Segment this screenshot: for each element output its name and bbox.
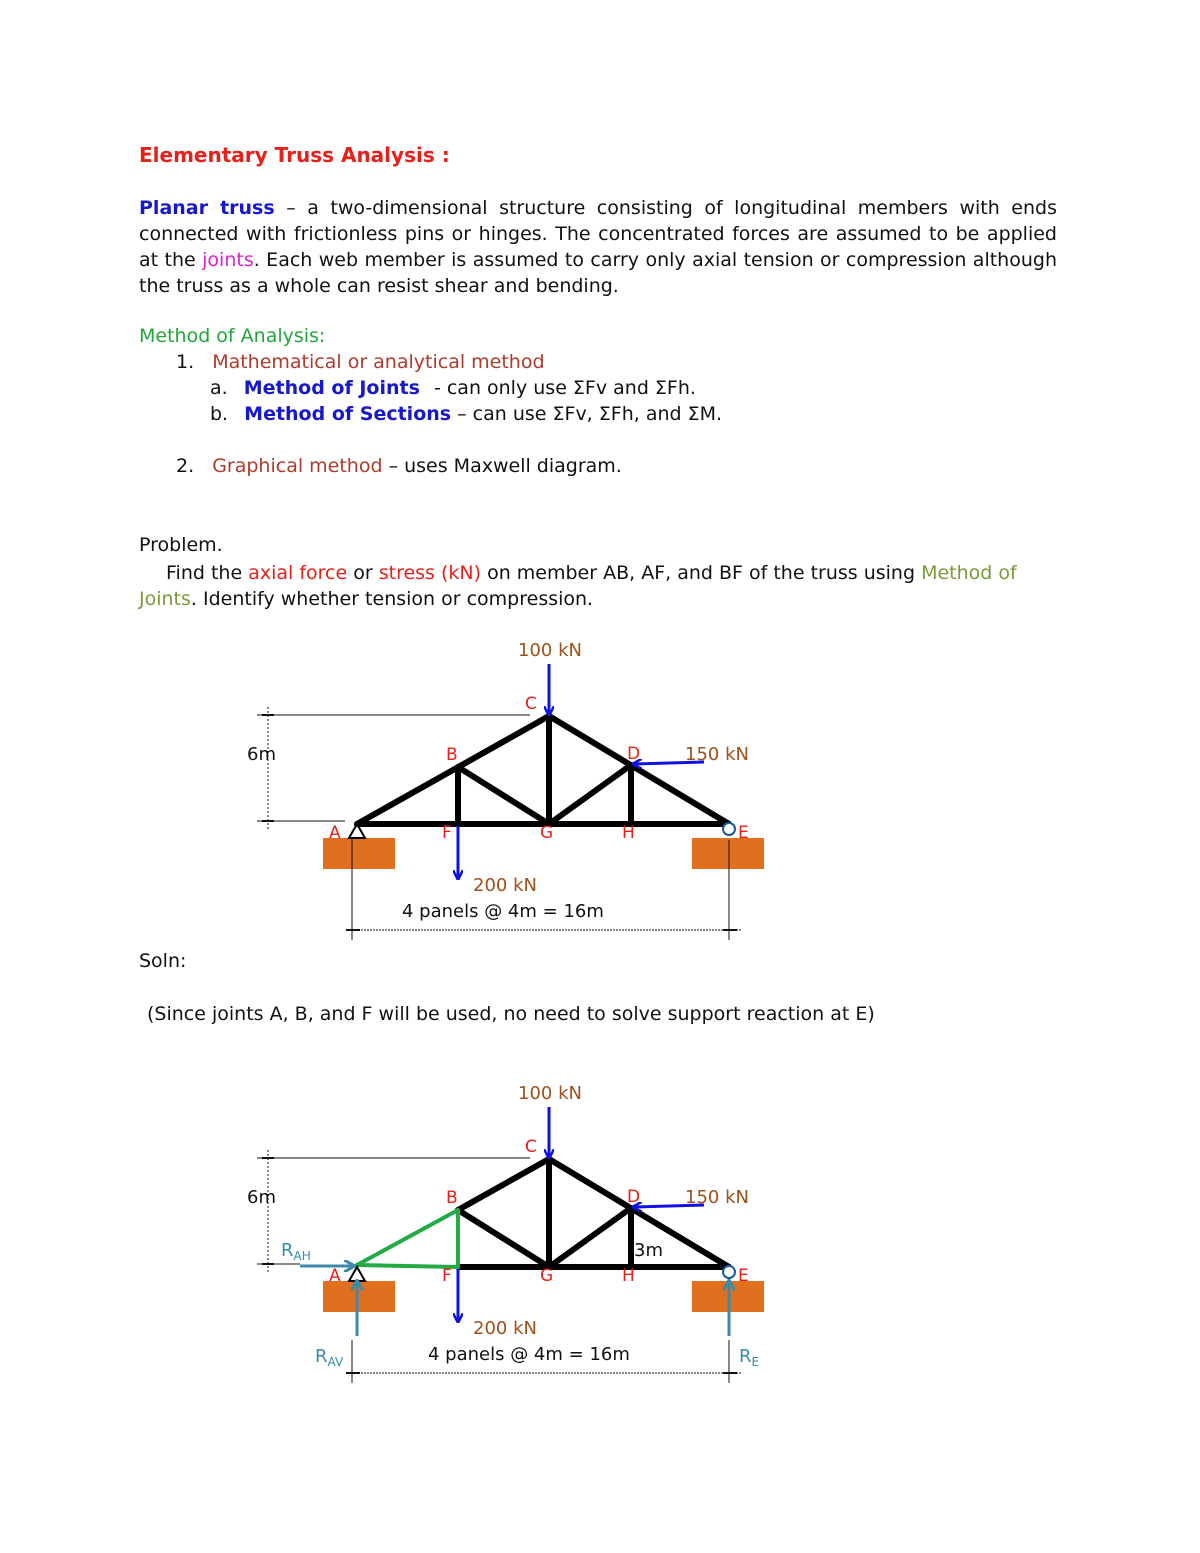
text: Find the xyxy=(166,562,243,584)
load-label-bottom: 200 kN xyxy=(473,1318,537,1339)
list-number: 1. xyxy=(176,351,195,373)
definition-line-4: the truss as a whole can resist shear and bending. xyxy=(139,275,619,297)
truss-members xyxy=(458,1159,729,1267)
r-sub: AH xyxy=(293,1249,311,1263)
truss-members xyxy=(357,716,729,824)
method-of-sections: Method of Sections xyxy=(244,403,452,425)
solution-label: Soln: xyxy=(139,950,187,972)
support-pad-right xyxy=(692,838,764,869)
node-D: D xyxy=(627,1187,641,1207)
node-E: E xyxy=(738,1266,749,1286)
text: or xyxy=(353,562,373,584)
r-sub: E xyxy=(751,1355,760,1369)
method-desc: – can use ΣFv, ΣFh, and ΣM. xyxy=(457,403,723,425)
span-dimension xyxy=(346,838,742,940)
load-label-bottom: 200 kN xyxy=(473,875,537,896)
node-A: A xyxy=(329,1266,341,1286)
list-letter: b. xyxy=(210,403,229,425)
page-title: Elementary Truss Analysis : xyxy=(139,143,450,167)
truss-diagram-1 xyxy=(0,630,1200,950)
text: on member AB, AF, and BF of the truss using xyxy=(487,562,916,584)
pin-support-icon xyxy=(349,1267,365,1281)
methods-heading: Method of Analysis: xyxy=(139,325,326,347)
text: . Each web member is assumed to carry only axial tension or compression although xyxy=(253,249,1057,271)
definition-line-1 xyxy=(139,195,1057,221)
height-label: 6m xyxy=(247,1187,276,1208)
method-desc: - can only use ΣFv and ΣFh. xyxy=(433,377,696,399)
node-A: A xyxy=(329,823,341,843)
term-planar-truss: Planar truss xyxy=(139,197,275,219)
load-label-side: 150 kN xyxy=(685,1187,749,1208)
method-of-joints: Method of Joints xyxy=(243,377,420,399)
height-label: 6m xyxy=(247,744,276,765)
reaction-label-ah xyxy=(281,1240,311,1263)
height-dimension xyxy=(257,707,530,829)
term-joints: joints xyxy=(202,249,254,271)
roller-support-icon xyxy=(723,823,735,835)
node-H: H xyxy=(622,823,635,843)
load-label-side: 150 kN xyxy=(685,744,749,765)
method-sub-b xyxy=(210,403,722,425)
span-label: 4 panels @ 4m = 16m xyxy=(428,1344,630,1365)
r-main: R xyxy=(315,1346,328,1367)
node-D: D xyxy=(627,744,641,764)
definition-paragraph xyxy=(139,195,1057,299)
load-label-top: 100 kN xyxy=(518,1083,582,1104)
truss-diagram-2 xyxy=(0,1075,1200,1395)
solution-note: (Since joints A, B, and F will be used, no need to solve support reaction at E) xyxy=(147,1003,875,1025)
keyword-stress: stress (kN) xyxy=(378,562,482,584)
node-C: C xyxy=(525,694,537,714)
method-item-1 xyxy=(176,351,545,373)
list-letter: a. xyxy=(210,377,228,399)
method-item-2 xyxy=(176,455,622,477)
node-B: B xyxy=(446,1188,458,1208)
method-desc: – uses Maxwell diagram. xyxy=(388,455,622,477)
method-name: Mathematical or analytical method xyxy=(212,351,545,373)
node-G: G xyxy=(540,823,554,843)
text: at the xyxy=(139,249,196,271)
list-number: 2. xyxy=(176,455,195,477)
dh-length-label: 3m xyxy=(634,1240,663,1261)
keyword-joints: Joints xyxy=(139,588,191,610)
node-F: F xyxy=(442,823,452,843)
r-sub: AV xyxy=(327,1355,344,1369)
span-label: 4 panels @ 4m = 16m xyxy=(402,901,604,922)
graphical-method: Graphical method xyxy=(212,455,383,477)
node-E: E xyxy=(738,823,749,843)
reaction-label-e xyxy=(739,1346,759,1369)
problem-label: Problem. xyxy=(139,534,223,556)
text: . Identify whether tension or compression. xyxy=(190,588,594,610)
roller-support-icon xyxy=(723,1266,735,1278)
method-sub-a xyxy=(210,377,696,399)
node-G: G xyxy=(540,1266,554,1286)
node-C: C xyxy=(525,1137,537,1157)
node-F: F xyxy=(442,1266,452,1286)
reaction-label-av xyxy=(315,1346,344,1369)
r-main: R xyxy=(739,1346,752,1367)
definition-text: – a two-dimensional structure consisting of longitudinal members with ends xyxy=(286,197,1057,219)
node-B: B xyxy=(446,745,458,765)
keyword-method: Method of xyxy=(921,562,1017,584)
load-label-top: 100 kN xyxy=(518,640,582,661)
definition-line-3 xyxy=(139,247,1057,273)
keyword-axial-force: axial force xyxy=(248,562,348,584)
r-main: R xyxy=(281,1240,294,1261)
highlighted-members xyxy=(357,1210,458,1267)
node-H: H xyxy=(622,1266,635,1286)
problem-statement xyxy=(139,560,1059,612)
definition-line-2: connected with frictionless pins or hinges. The concentrated forces are assumed to be applied xyxy=(139,223,1057,245)
